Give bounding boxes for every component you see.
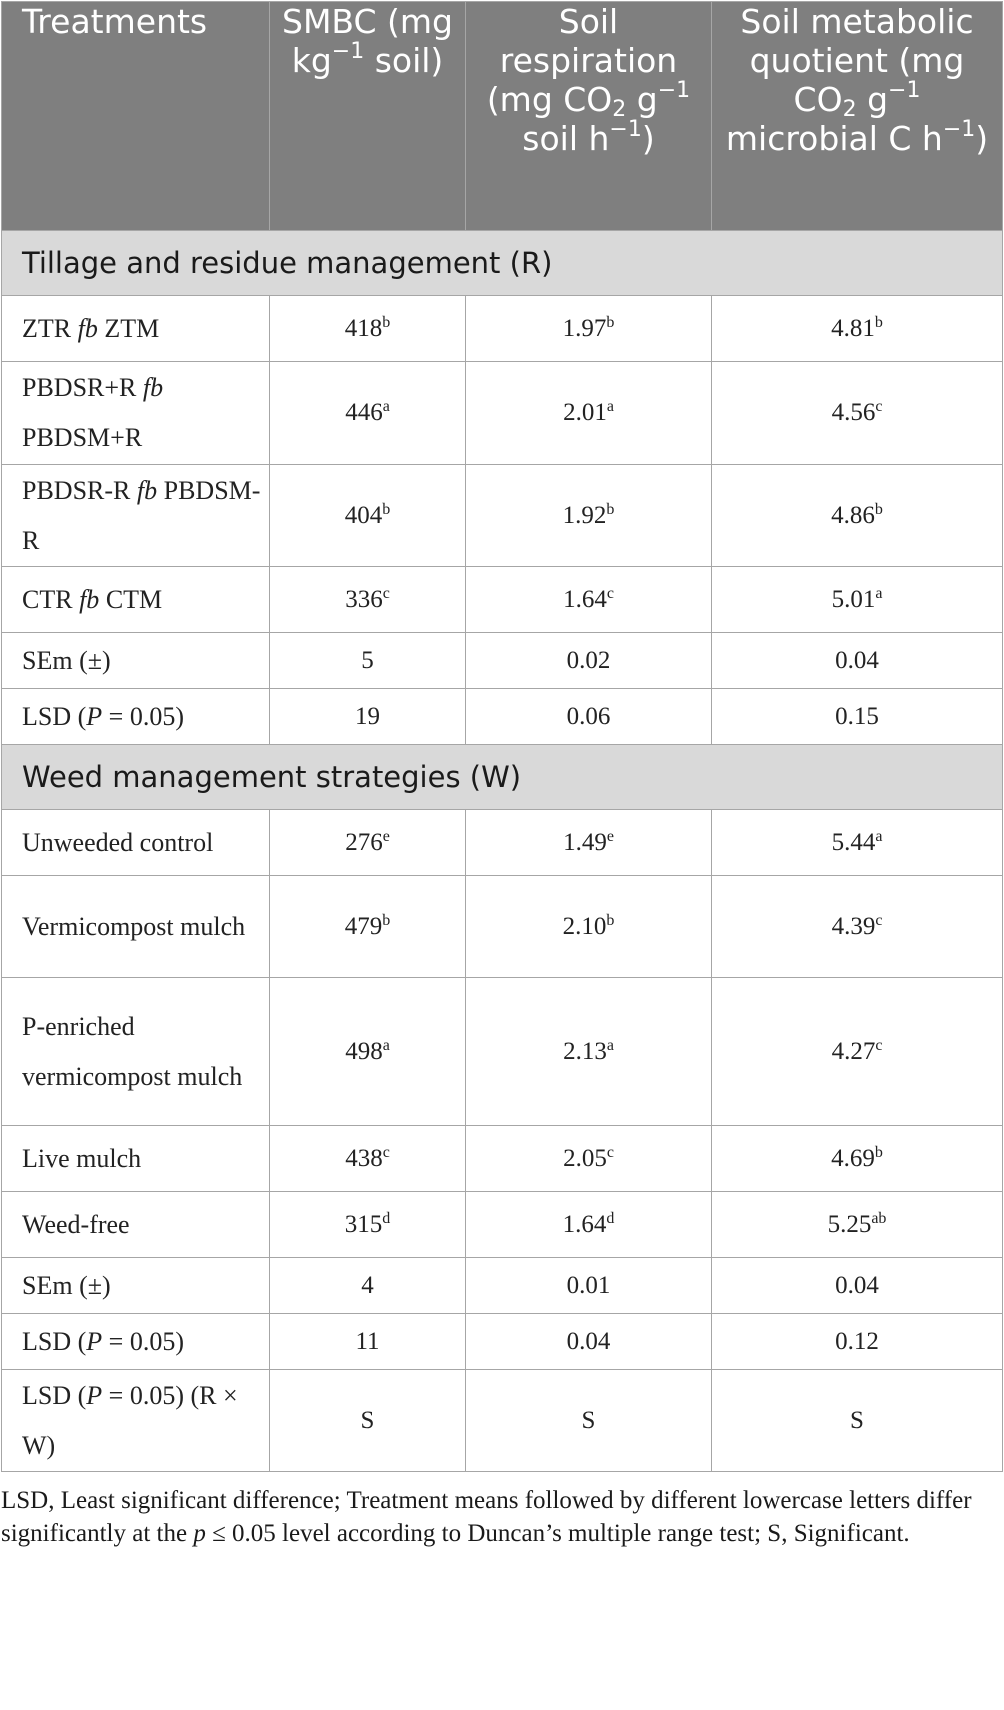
metabolic-quotient-value: 4.69$^b$ <box>712 1126 1003 1192</box>
respiration-value: 0.06 <box>466 689 712 745</box>
smbc-value: 276e <box>270 810 466 876</box>
smbc-value: 5 <box>270 633 466 689</box>
table-row <box>2 810 1003 876</box>
treatment-label: CTR fb CTM <box>2 567 270 633</box>
smbc-value: 446$^a$ <box>270 362 466 465</box>
respiration-value: 2.05$^c$ <box>466 1126 712 1192</box>
treatment-label: PBDSR+R fb PBDSM+R <box>2 362 270 465</box>
section-title: Weed management strategies (W) <box>2 745 1003 810</box>
treatment-label: LSD (P = 0.05) (R × W) <box>2 1370 270 1472</box>
smbc-value: 19 <box>270 689 466 745</box>
smbc-value: 315$^d$ <box>270 1192 466 1258</box>
metabolic-quotient-value: 0.04 <box>712 633 1003 689</box>
smbc-value: 4 <box>270 1258 466 1314</box>
table-row <box>2 362 1003 465</box>
header-row <box>2 2 1003 231</box>
smbc-value: 438$^c$ <box>270 1126 466 1192</box>
smbc-value: S <box>270 1370 466 1472</box>
metabolic-quotient-value: 5.01$^a$ <box>712 567 1003 633</box>
table-row <box>2 1314 1003 1370</box>
treatment-label: ZTR fb ZTM <box>2 296 270 362</box>
table-row <box>2 689 1003 745</box>
smbc-value: 11 <box>270 1314 466 1370</box>
respiration-value: 1.49e <box>466 810 712 876</box>
treatment-label: PBDSR-R fb PBDSM-R <box>2 465 270 567</box>
metabolic-quotient-value: 5.44$^a$ <box>712 810 1003 876</box>
section-header-row <box>2 745 1003 810</box>
smbc-value: 418$^b$ <box>270 296 466 362</box>
header-soil-respiration: Soil respiration (mg $CO_2$ $g^{-1}$ soil $h^{-1}$) <box>466 2 712 231</box>
treatment-label: Unweeded control <box>2 810 270 876</box>
header-smbc: SMBC (mg $kg^{-1}$ soil) <box>270 2 466 231</box>
smbc-value: 479$^b$ <box>270 876 466 978</box>
metabolic-quotient-value: S <box>712 1370 1003 1472</box>
metabolic-quotient-value: 4.27$^c$ <box>712 978 1003 1126</box>
treatment-label: LSD (P = 0.05) <box>2 689 270 745</box>
table-container <box>1 1 1002 1550</box>
respiration-value: 1.92$^b$ <box>466 465 712 567</box>
smbc-value: 336$^c$ <box>270 567 466 633</box>
metabolic-quotient-value: 0.15 <box>712 689 1003 745</box>
treatment-label: P-enriched vermicompost mulch <box>2 978 270 1126</box>
table-footnote: LSD, Least significant difference; Treatment means followed by different lowercase letters differ significantly at the p ≤ 0.05 level according to Duncan’s multiple range test; S, Significant. <box>1 1487 972 1547</box>
respiration-value: 0.04 <box>466 1314 712 1370</box>
respiration-value: S <box>466 1370 712 1472</box>
respiration-value: 2.01$^a$ <box>466 362 712 465</box>
respiration-value: 2.10$^b$ <box>466 876 712 978</box>
treatment-label: Vermicompost mulch <box>2 876 270 978</box>
table-row <box>2 1370 1003 1472</box>
table-row <box>2 978 1003 1126</box>
table-row <box>2 1258 1003 1314</box>
smbc-value: 404$^b$ <box>270 465 466 567</box>
table-row <box>2 296 1003 362</box>
results-table <box>1 1 1003 1472</box>
respiration-value: 2.13$^a$ <box>466 978 712 1126</box>
respiration-value: 1.97$^b$ <box>466 296 712 362</box>
metabolic-quotient-value: 0.04 <box>712 1258 1003 1314</box>
treatment-label: SEm (±) <box>2 633 270 689</box>
respiration-value: 1.64$^c$ <box>466 567 712 633</box>
treatment-label: LSD (P = 0.05) <box>2 1314 270 1370</box>
treatment-label: SEm (±) <box>2 1258 270 1314</box>
header-treatments: Treatments <box>2 2 270 231</box>
treatment-label: Weed-free <box>2 1192 270 1258</box>
metabolic-quotient-value: 4.81$^b$ <box>712 296 1003 362</box>
section-header-row <box>2 231 1003 296</box>
metabolic-quotient-value: 4.86$^b$ <box>712 465 1003 567</box>
table-row <box>2 876 1003 978</box>
header-metabolic-quotient: Soil metabolic quotient (mg $CO_2$ $g^{-1}$ microbial C $h^{-1}$) <box>712 2 1003 231</box>
table-row <box>2 465 1003 567</box>
treatment-label: Live mulch <box>2 1126 270 1192</box>
respiration-value: 1.64$^d$ <box>466 1192 712 1258</box>
table-row <box>2 1126 1003 1192</box>
table-row <box>2 567 1003 633</box>
metabolic-quotient-value: 4.39$^c$ <box>712 876 1003 978</box>
smbc-value: 498$^a$ <box>270 978 466 1126</box>
metabolic-quotient-value: 5.25$^{ab}$ <box>712 1192 1003 1258</box>
table-row <box>2 1192 1003 1258</box>
metabolic-quotient-value: 0.12 <box>712 1314 1003 1370</box>
metabolic-quotient-value: 4.56$^c$ <box>712 362 1003 465</box>
respiration-value: 0.02 <box>466 633 712 689</box>
section-title: Tillage and residue management (R) <box>2 231 1003 296</box>
table-row <box>2 633 1003 689</box>
respiration-value: 0.01 <box>466 1258 712 1314</box>
